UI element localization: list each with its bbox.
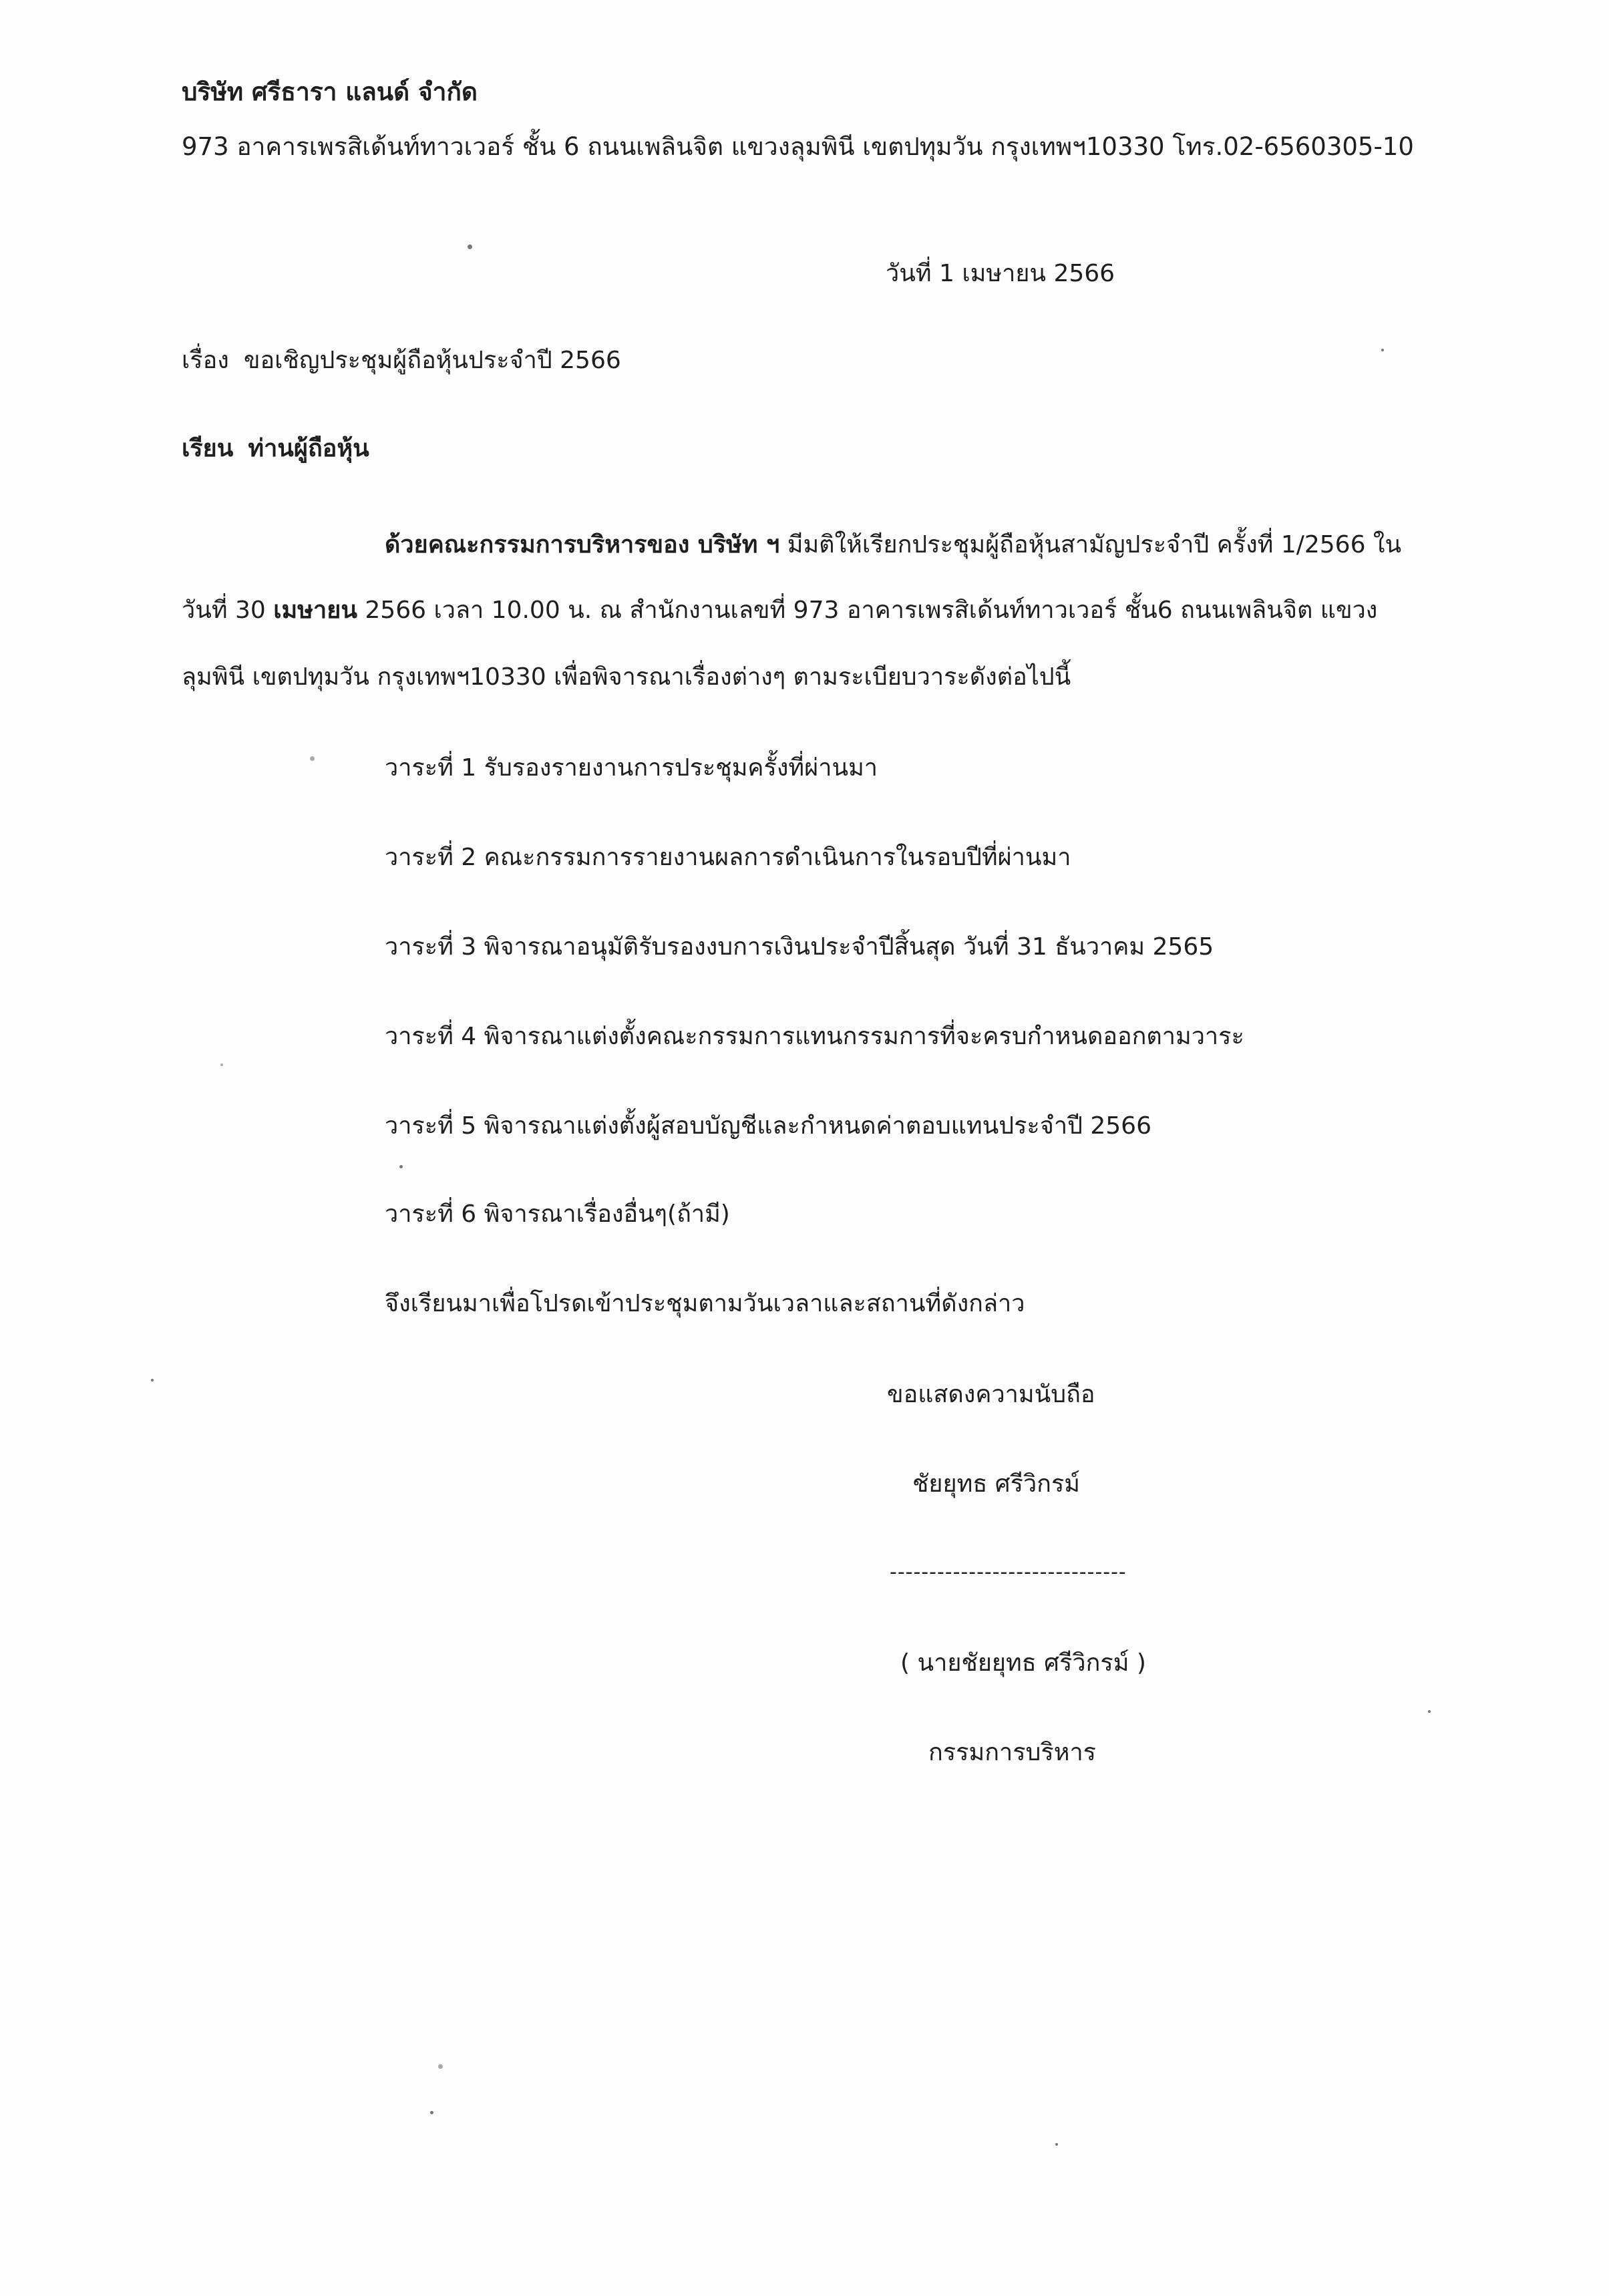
signature-line: ------------------------------ [890,1561,1127,1584]
scan-speck [399,1165,403,1168]
agenda-item: วาระที่ 6 พิจารณาเรื่องอื่นๆ(ถ้ามี) [385,1200,730,1228]
body-line-2-start: วันที่ 30 [182,597,274,624]
signer-name: ( นายชัยยุทธ ศรีวิกรม์ ) [900,1649,1146,1677]
body-line-1-text: มีมติให้เรียกประชุมผู้ถือหุ้นสามัญประจำปี ครั้งที่ 1/2566 ใน [779,531,1402,558]
company-name: บริษัท ศรีธารา แลนด์ จำกัด [182,77,478,106]
body-paragraph-line-3: ลุมพินี เขตปทุมวัน กรุงเทพฯ10330 เพื่อพิจารณาเรื่องต่างๆ ตามระเบียบวาระดังต่อไปนี้ [182,663,1071,691]
subject-label: เรื่อง [182,347,229,374]
scan-speck [1055,2143,1058,2146]
scan-speck [438,2064,443,2069]
scan-speck [430,2111,433,2114]
scan-speck [310,756,315,761]
agenda-item: วาระที่ 1 รับรองรายงานการประชุมครั้งที่ผ่านมา [385,754,878,782]
scan-speck [220,1063,223,1066]
body-line-2-text: 2566 เวลา 10.00 น. ณ สำนักงานเลขที่ 973 อาคารเพรสิเด้นท์ทาวเวอร์ ชั้น6 ถนนเพลินจิต แขวง [357,597,1378,624]
scan-speck [468,244,472,249]
salutation-line [182,432,369,466]
signature: ชัยยุทธ ศรีวิกรม์ [912,1470,1081,1498]
body-paragraph-line-1 [385,528,1401,562]
subject-text: ขอเชิญประชุมผู้ถือหุ้นประจำปี 2566 [243,347,621,374]
agenda-item: วาระที่ 3 พิจารณาอนุมัติรับรองงบการเงินประจำปีสิ้นสุด วันที่ 31 ธันวาคม 2565 [385,933,1214,961]
agenda-item: วาระที่ 5 พิจารณาแต่งตั้งผู้สอบบัญชีและกำหนดค่าตอบแทนประจำปี 2566 [385,1112,1151,1140]
signer-title: กรรมการบริหาร [928,1739,1097,1766]
body-paragraph-line-2 [182,593,1377,628]
letter-date: วันที่ 1 เมษายน 2566 [886,260,1115,287]
closing-sentence: จึงเรียนมาเพื่อโปรดเข้าประชุมตามวันเวลาและสถานที่ดังกล่าว [385,1290,1025,1317]
subject-line [182,343,621,378]
body-month: เมษายน [273,597,357,624]
agenda-item: วาระที่ 4 พิจารณาแต่งตั้งคณะกรรมการแทนกรรมการที่จะครบกำหนดออกตามวาระ [385,1023,1244,1050]
company-address: 973 อาคารเพรสิเด้นท์ทาวเวอร์ ชั้น 6 ถนนเพลินจิต แขวงลุมพินี เขตปทุมวัน กรุงเทพฯ10330 โทร.02-6560305-10 [182,132,1414,161]
scan-speck [1428,1710,1431,1713]
salutation-label: เรียน [182,435,234,462]
body-board-phrase: ด้วยคณะกรรมการบริหารของ บริษัท ฯ [385,531,780,558]
regards-text: ขอแสดงความนับถือ [887,1381,1095,1408]
scan-speck [1381,349,1384,351]
agenda-item: วาระที่ 2 คณะกรรมการรายงานผลการดำเนินการในรอบปีที่ผ่านมา [385,844,1071,871]
scan-speck [151,1379,154,1381]
salutation-text: ท่านผู้ถือหุ้น [248,435,369,462]
